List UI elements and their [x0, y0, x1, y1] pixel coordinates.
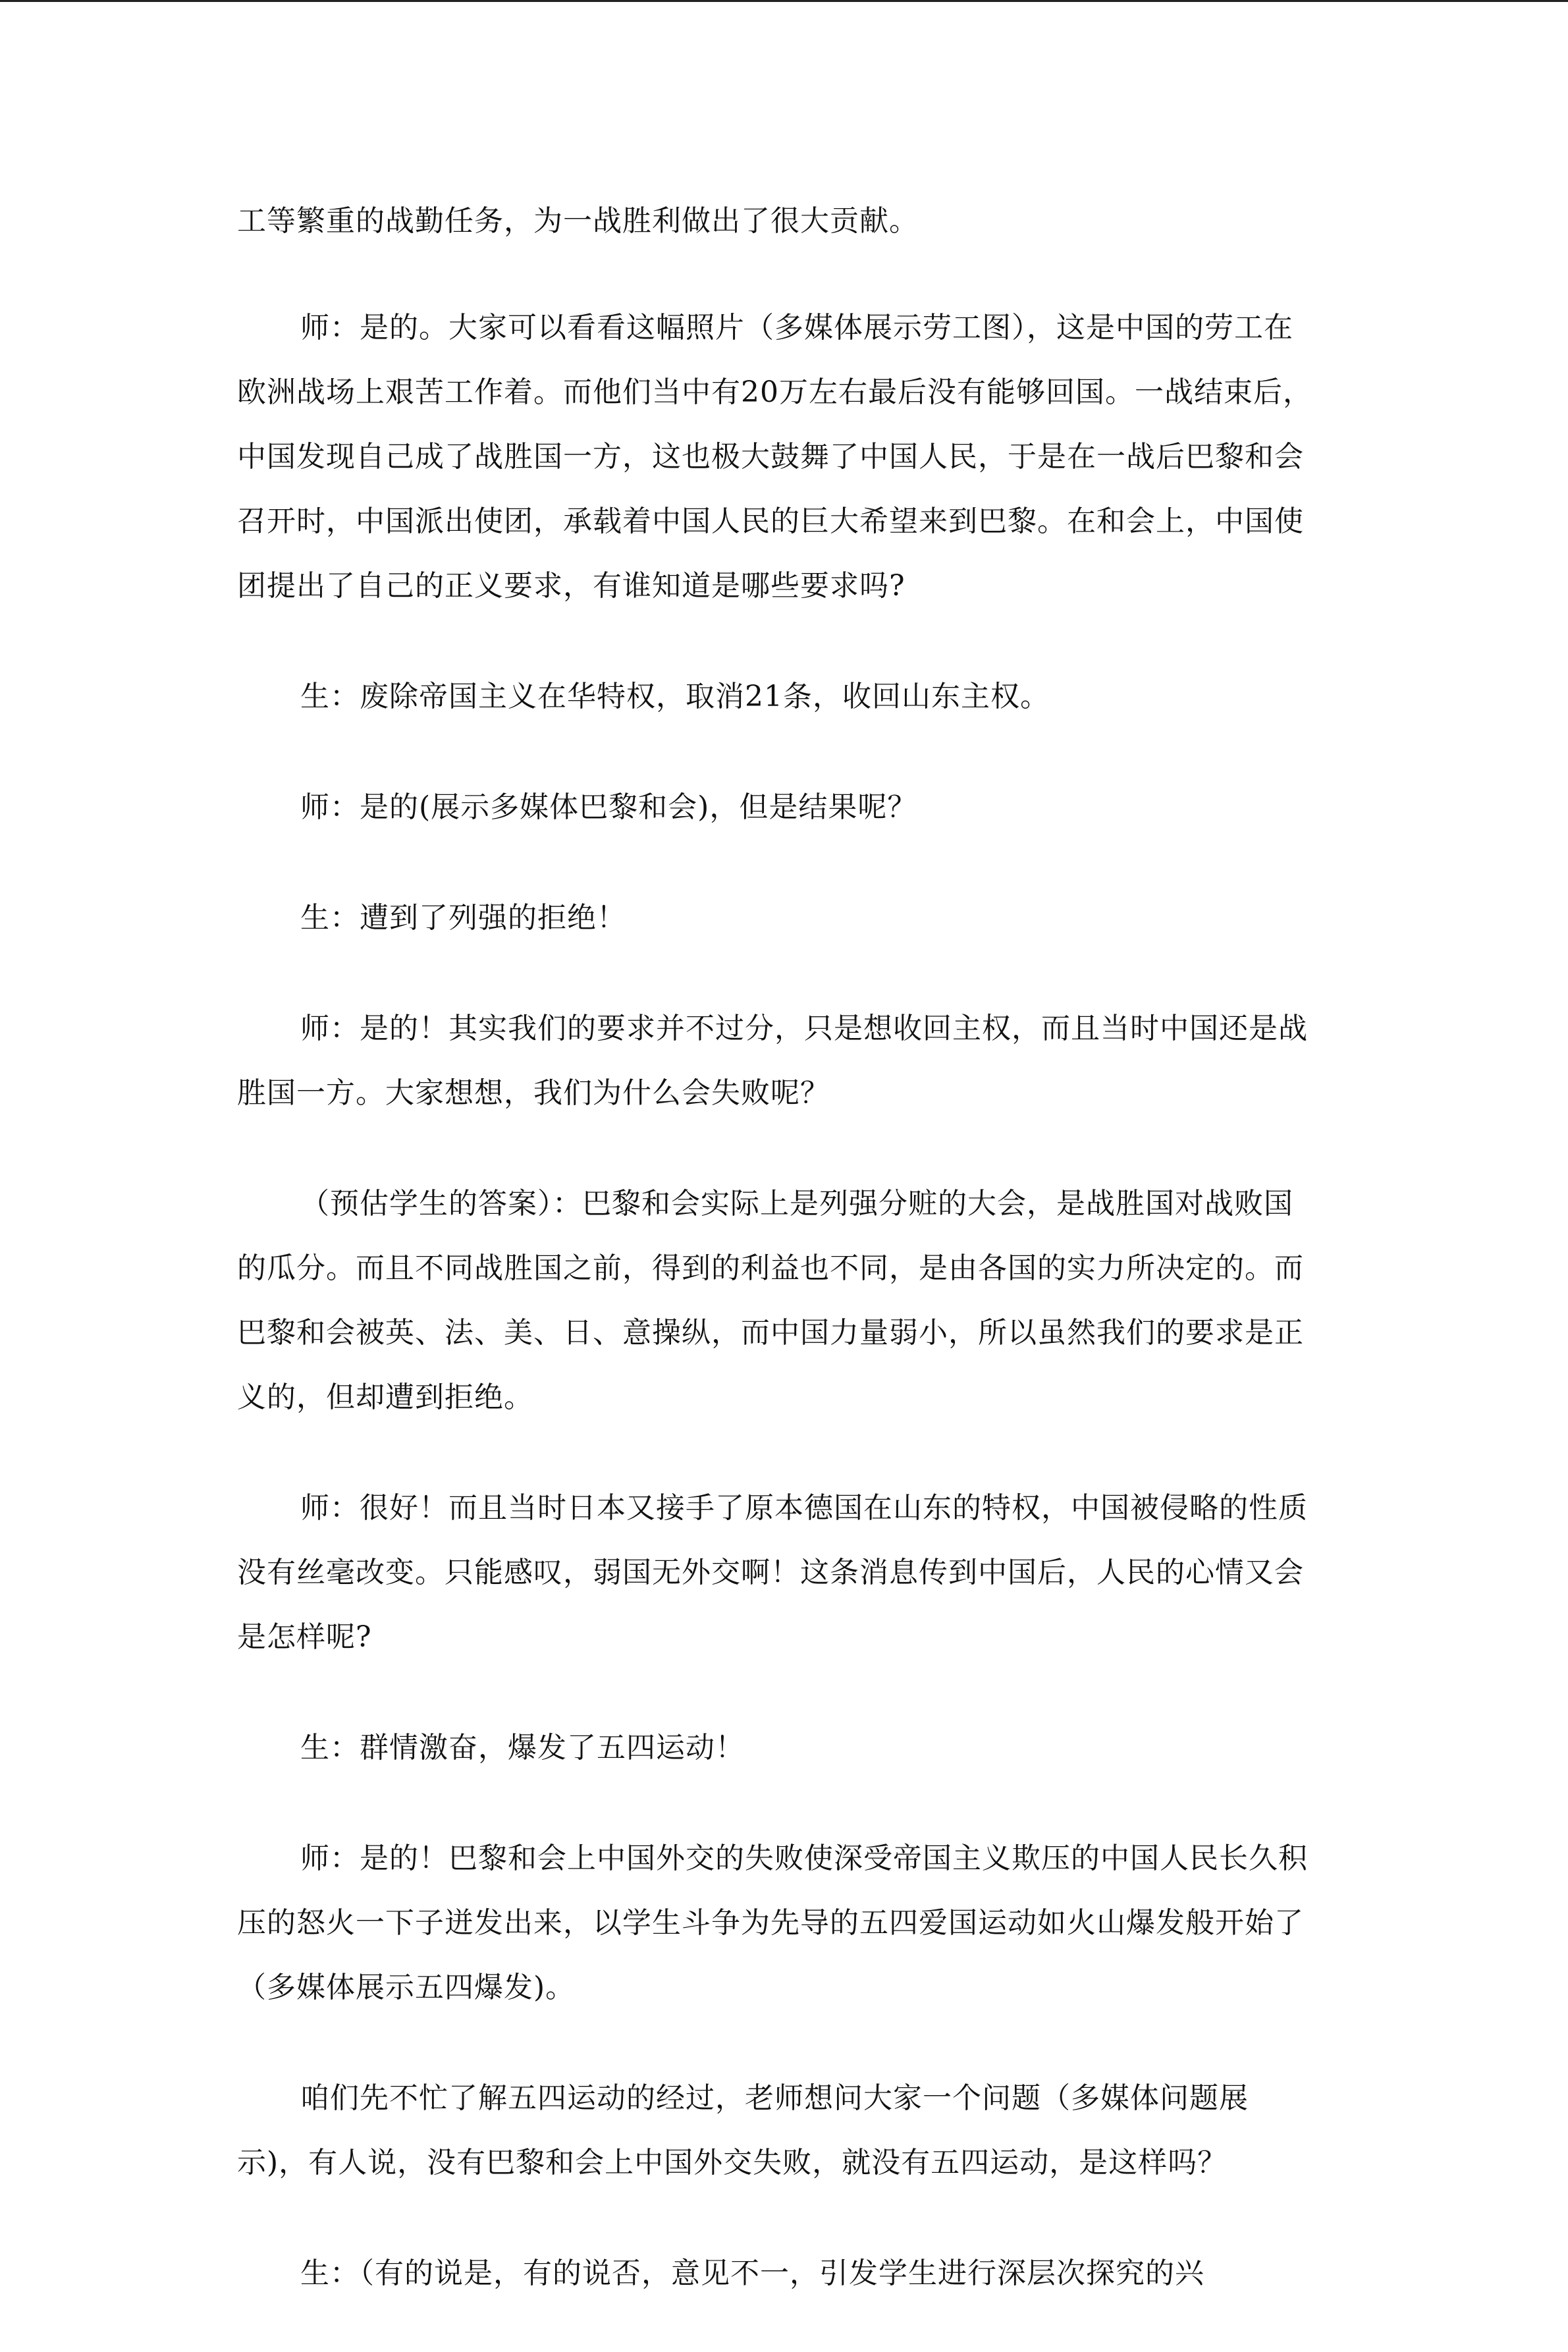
- paragraph-teacher-result: 师：是的(展示多媒体巴黎和会)，但是结果呢？: [300, 790, 917, 824]
- paragraph-student-demands: 生：废除帝国主义在华特权，取消21条，收回山东主权。: [300, 680, 1050, 713]
- paragraph-student-opinions: 生：（有的说是，有的说否，意见不一，引发学生进行深层次探究的兴: [300, 2256, 1204, 2290]
- paragraph-teacher-question: 咱们先不忙了解五四运动的经过，老师想问大家一个问题（多媒体问题展示)，有人说，没有巴黎和会上中国外交失败，就没有五四运动，是这样吗？: [237, 2081, 1249, 2179]
- paragraph-teacher-weak-nation: 师：很好！而且当时日本又接手了原本德国在山东的特权，中国被侵略的性质没有丝毫改变。只能感叹，弱国无外交啊！这条消息传到中国后，人民的心情又会是怎样呢?: [237, 1491, 1308, 1654]
- paragraph-student-rejected: 生：遭到了列强的拒绝！: [300, 901, 626, 935]
- paragraph-student-may-fourth: 生：群情激奋，爆发了五四运动！: [300, 1731, 745, 1764]
- paragraph-teacher-outbreak: 师：是的！巴黎和会上中国外交的失败使深受帝国主义欺压的中国人民长久积压的怒火一下子迸发出来，以学生斗争为先导的五四爱国运动如火山爆发般开始了（多媒体展示五四爆发)。: [237, 1842, 1308, 2004]
- paragraph-continuation: 工等繁重的战勤任务，为一战胜利做出了很大贡献。: [237, 204, 919, 238]
- paragraph-teacher-why-fail: 师：是的！其实我们的要求并不过分，只是想收回主权，而且当时中国还是战胜国一方。大家想想，我们为什么会失败呢？: [237, 1012, 1308, 1110]
- paragraph-teacher-labor-photo: 师：是的。大家可以看看这幅照片（多媒体展示劳工图），这是中国的劳工在欧洲战场上艰苦工作着。而他们当中有20万左右最后没有能够回国。一战结束后，中国发现自己成了战胜国一方，这也极大鼓舞了中国人民，于是在一战后巴黎和会召开时，中国派出使团，承载着中国人民的巨大希望来到巴黎。在和会上，中国使团提出了自己的正义要求，有谁知道是哪些要求吗?: [237, 311, 1312, 603]
- paragraph-expected-answer: （预估学生的答案）：巴黎和会实际上是列强分赃的大会，是战胜国对战败国的瓜分。而且不同战胜国之前，得到的利益也不同，是由各国的实力所决定的。而巴黎和会被英、法、美、日、意操纵，而中国力量弱小，所以虽然我们的要求是正义的，但却遭到拒绝。: [237, 1187, 1304, 1414]
- document-body: [237, 189, 1317, 2352]
